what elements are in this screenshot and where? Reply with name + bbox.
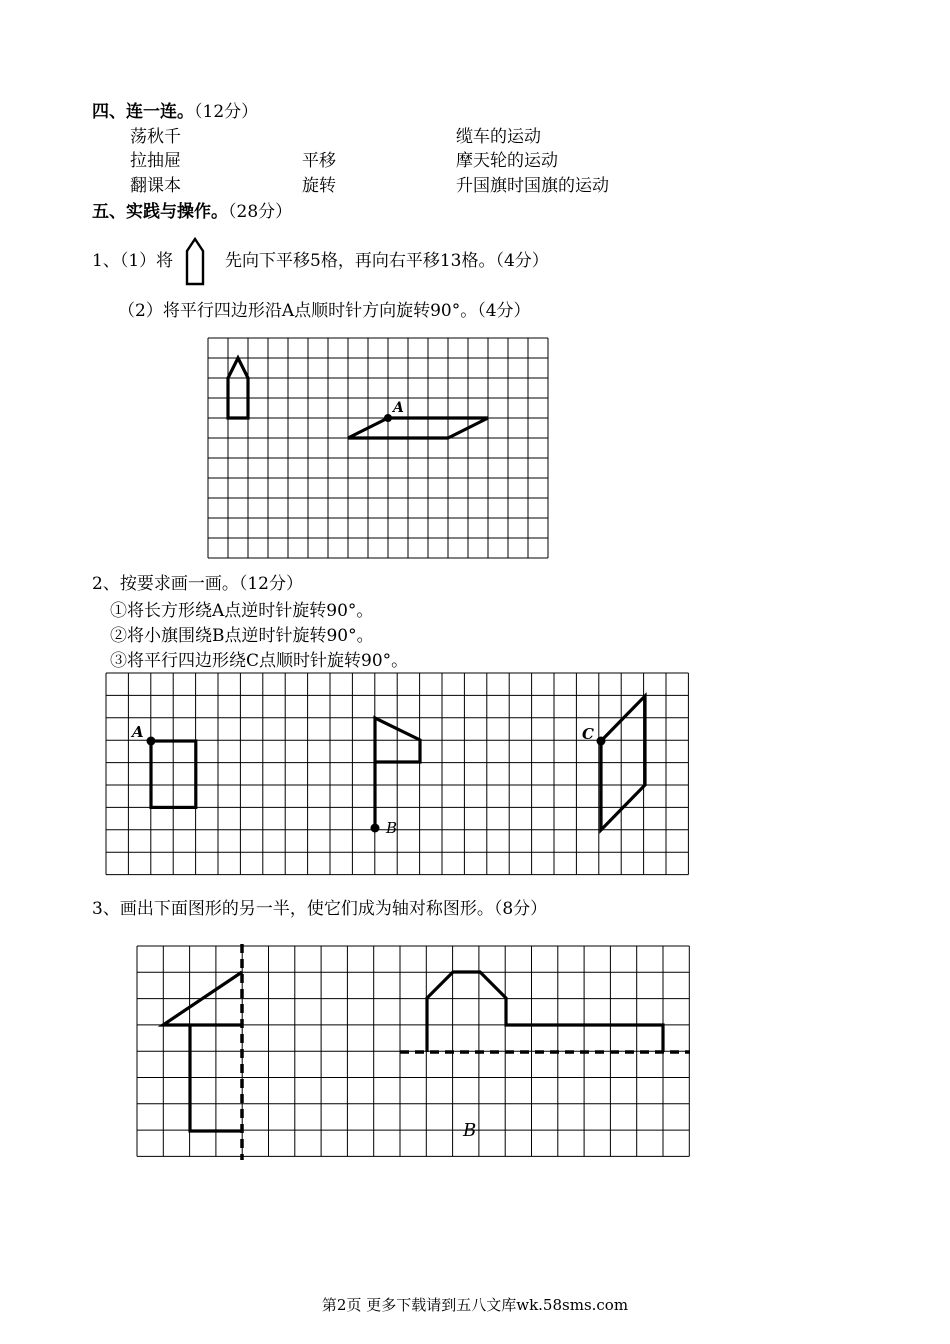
q1-label-a: A: [393, 400, 404, 416]
q2-title: 2、按要求画一画。（12分）: [92, 574, 303, 594]
q1-part1-prefix: 1、（1）将: [92, 251, 174, 271]
section5-title: 五、实践与操作。（28分）: [92, 202, 293, 222]
section4-title: 四、连一连。（12分）: [92, 102, 259, 122]
q1-part1-suffix: 先向下平移5格，再向右平移13格。（4分）: [225, 251, 549, 271]
q2-item-1: ①将长方形绕A点逆时针旋转90°。: [110, 601, 374, 621]
match-right-3: 升国旗时国旗的运动: [456, 176, 609, 196]
match-left-2: 拉抽屉: [130, 151, 181, 171]
match-left-3: 翻课本: [130, 176, 181, 196]
match-right-2: 摩天轮的运动: [456, 151, 558, 171]
match-middle-2: 旋转: [302, 176, 336, 196]
q2-item-3: ③将平行四边形绕C点顺时针旋转90°。: [110, 651, 409, 671]
q3-label-b: B: [463, 1120, 477, 1141]
train-shape: [427, 972, 663, 1052]
q2-label-a: A: [132, 723, 144, 741]
q2-item-2: ②将小旗围绕B点逆时针旋转90°。: [110, 626, 374, 646]
match-middle-1: 平移: [302, 151, 336, 171]
q3-title: 3、画出下面图形的另一半，使它们成为轴对称图形。（8分）: [92, 899, 548, 919]
q1-part2: （2）将平行四边形沿A点顺时针方向旋转90°。（4分）: [118, 301, 531, 321]
match-left-1: 荡秋千: [130, 127, 181, 147]
q2-label-c: C: [582, 725, 594, 743]
q2-label-b: B: [386, 819, 398, 837]
match-right-1: 缆车的运动: [456, 127, 541, 147]
page-footer: 第2页 更多下载请到五八文库wk.58sms.com: [321, 1296, 629, 1314]
